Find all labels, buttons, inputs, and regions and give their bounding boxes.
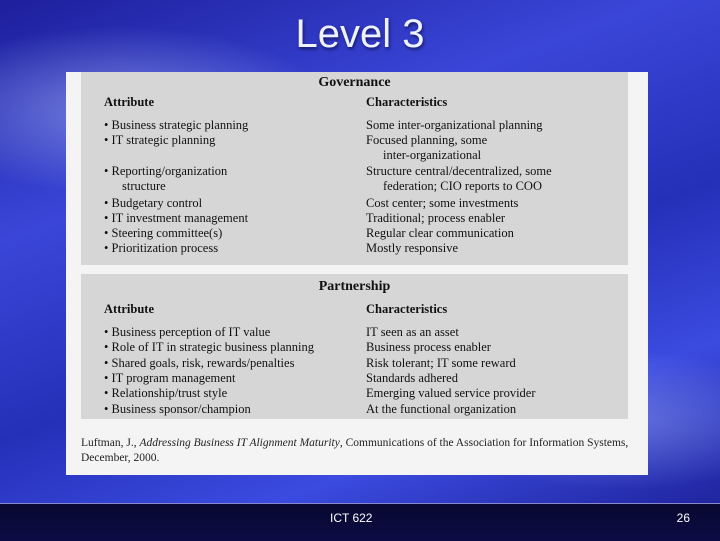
- characteristic-line: Business process enabler: [366, 340, 491, 355]
- attribute-line: • Business perception of IT value: [104, 325, 271, 339]
- citation-work: Addressing Business IT Alignment Maturity: [139, 437, 340, 449]
- governance-attribute-cell: [104, 196, 354, 211]
- attribute-line: • Business sponsor/champion: [104, 401, 251, 416]
- governance-attribute-cell: [104, 211, 354, 226]
- attribute-line: • Relationship/trust style: [104, 386, 228, 401]
- attribute-line: • Prioritization process: [104, 241, 219, 256]
- attribute-line: • Business strategic planning: [104, 118, 249, 132]
- page-number: 26: [676, 511, 690, 525]
- governance-title: Governance: [318, 75, 391, 90]
- governance-characteristic-cell: [366, 226, 626, 241]
- attribute-line: • Steering committee(s): [104, 226, 223, 241]
- partnership-attribute-cell: [104, 340, 354, 355]
- governance-characteristic-cell: [366, 133, 626, 163]
- partnership-attribute-cell: [104, 356, 354, 371]
- governance-characteristic-cell: [366, 164, 626, 194]
- characteristic-line: Standards adhered: [366, 370, 458, 385]
- attribute-line: • Shared goals, risk, rewards/penalties: [104, 355, 295, 370]
- attribute-line: • IT investment management: [104, 210, 249, 225]
- partnership-characteristic-cell: [366, 340, 626, 355]
- partnership-characteristic-cell: [366, 402, 626, 417]
- partnership-section: [81, 274, 628, 419]
- citation-author: Luftman, J.,: [81, 437, 137, 449]
- footer-course-code: ICT 622: [330, 511, 373, 525]
- table-image-panel: [66, 72, 648, 475]
- partnership-characteristic-cell: [366, 325, 626, 340]
- characteristic-line: Traditional; process enabler: [366, 210, 506, 225]
- governance-attribute-cell: [104, 118, 354, 133]
- footer-bar: [0, 503, 720, 541]
- characteristic-line: Cost center; some investments: [366, 195, 519, 210]
- partnership-attribute-cell: [104, 402, 354, 417]
- governance-characteristic-cell: [366, 241, 626, 256]
- attribute-line: • Role of IT in strategic business planning: [104, 340, 315, 355]
- partnership-attribute-header: Attribute: [104, 302, 154, 316]
- governance-characteristic-cell: [366, 118, 626, 133]
- characteristic-line: inter-organizational: [383, 148, 482, 163]
- governance-attribute-cell: [104, 241, 354, 256]
- characteristic-line: Risk tolerant; IT some reward: [366, 355, 516, 370]
- governance-characteristic-cell: [366, 211, 626, 226]
- characteristic-line: federation; CIO reports to COO: [383, 179, 542, 194]
- characteristic-line: Some inter-organizational planning: [366, 118, 543, 132]
- characteristic-line: Structure central/decentralized, some: [366, 164, 552, 179]
- characteristic-line: At the functional organization: [366, 401, 517, 416]
- partnership-characteristic-cell: [366, 386, 626, 401]
- citation: [81, 436, 641, 466]
- attribute-line: • Reporting/organization: [104, 164, 228, 179]
- partnership-attribute-cell: [104, 386, 354, 401]
- slide-title: Level 3: [295, 12, 425, 56]
- attribute-line: structure: [122, 179, 166, 194]
- characteristic-line: Emerging valued service provider: [366, 386, 536, 401]
- partnership-attribute-cell: [104, 325, 354, 340]
- characteristic-line: Mostly responsive: [366, 241, 459, 256]
- governance-attribute-cell: [104, 133, 354, 148]
- partnership-characteristic-cell: [366, 371, 626, 386]
- citation-rest: , Communications of the Association for Information Systems, December, 2000.: [81, 437, 629, 464]
- partnership-characteristics-header: Characteristics: [366, 302, 448, 316]
- partnership-title: Partnership: [318, 279, 391, 294]
- partnership-characteristic-cell: [366, 356, 626, 371]
- governance-characteristics-header: Characteristics: [366, 95, 448, 109]
- characteristic-line: Regular clear communication: [366, 226, 514, 241]
- governance-attribute-cell: [104, 164, 354, 194]
- attribute-line: • Budgetary control: [104, 195, 203, 210]
- attribute-line: • IT program management: [104, 370, 236, 385]
- governance-characteristic-cell: [366, 196, 626, 211]
- characteristic-line: IT seen as an asset: [366, 325, 459, 339]
- governance-attribute-cell: [104, 226, 354, 241]
- governance-attribute-header: Attribute: [104, 95, 154, 109]
- attribute-line: • IT strategic planning: [104, 133, 216, 148]
- governance-section: [81, 72, 628, 265]
- partnership-attribute-cell: [104, 371, 354, 386]
- characteristic-line: Focused planning, some: [366, 133, 488, 148]
